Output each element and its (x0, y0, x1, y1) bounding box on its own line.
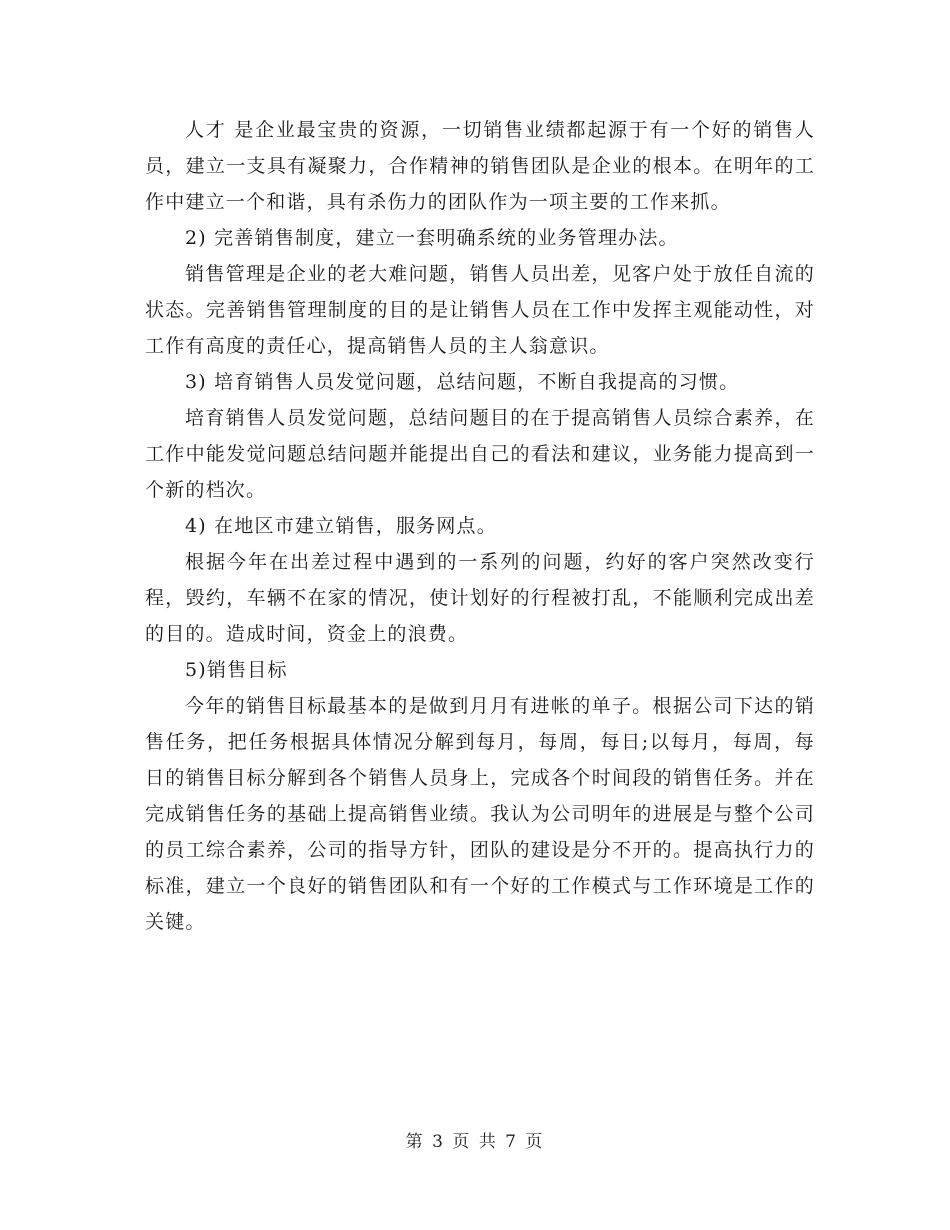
footer-current-page: 3 (432, 1132, 445, 1152)
heading-sales-target: 5)销售目标 (185, 659, 288, 681)
heading-self-improvement: 3) 培育销售人员发觉问题，总结问题，不断自我提高的习惯。 (185, 371, 740, 393)
document-body (145, 112, 815, 940)
paragraph-self-improvement: 培育销售人员发觉问题，总结问题目的在于提高销售人员综合素养，在工作中能发觉问题总结问题并能提出自己的看法和建议，业务能力提高到一个新的档次。 (145, 407, 815, 501)
heading-service-network: 4) 在地区市建立销售，服务网点。 (185, 515, 497, 537)
paragraph-service-network: 根据今年在出差过程中遇到的一系列的问题，约好的客户突然改变行程，毁约，车辆不在家的情况，使计划好的行程被打乱，不能顺利完成出差的目的。造成时间，资金上的浪费。 (145, 551, 815, 645)
heading-sales-system: 2) 完善销售制度，建立一套明确系统的业务管理办法。 (185, 227, 679, 249)
paragraph-sales-target: 今年的销售目标最基本的是做到月月有进帐的单子。根据公司下达的销售任务，把任务根据具体情况分解到每月，每周，每日;以每月，每周，每日的销售目标分解到各个销售人员身上，完成各个时间段的销售任务。并在完成销售任务的基础上提高销售业绩。我认为公司明年的进展是与整个公司的员工综合素养，公司的指导方针，团队的建设是分不开的。提高执行力的标准，建立一个良好的销售团队和有一个好的工作模式与工作环境是工作的关键。 (145, 695, 815, 933)
paragraph-sales-management: 销售管理是企业的老大难问题，销售人员出差，见客户处于放任自流的状态。完善销售管理制度的目的是让销售人员在工作中发挥主观能动性，对工作有高度的责任心，提高销售人员的主人翁意识。 (145, 263, 815, 357)
footer-total-pages: 7 (505, 1132, 518, 1152)
page-footer (0, 1127, 950, 1152)
paragraph-talent: 人才 是企业最宝贵的资源，一切销售业绩都起源于有一个好的销售人员，建立一支具有凝聚力，合作精神的销售团队是企业的根本。在明年的工作中建立一个和谐，具有杀伤力的团队作为一项主要的工作来抓。 (145, 119, 815, 213)
footer-suffix: 页 (525, 1132, 545, 1152)
footer-middle: 页 共 (452, 1132, 498, 1152)
footer-prefix: 第 (405, 1132, 425, 1152)
